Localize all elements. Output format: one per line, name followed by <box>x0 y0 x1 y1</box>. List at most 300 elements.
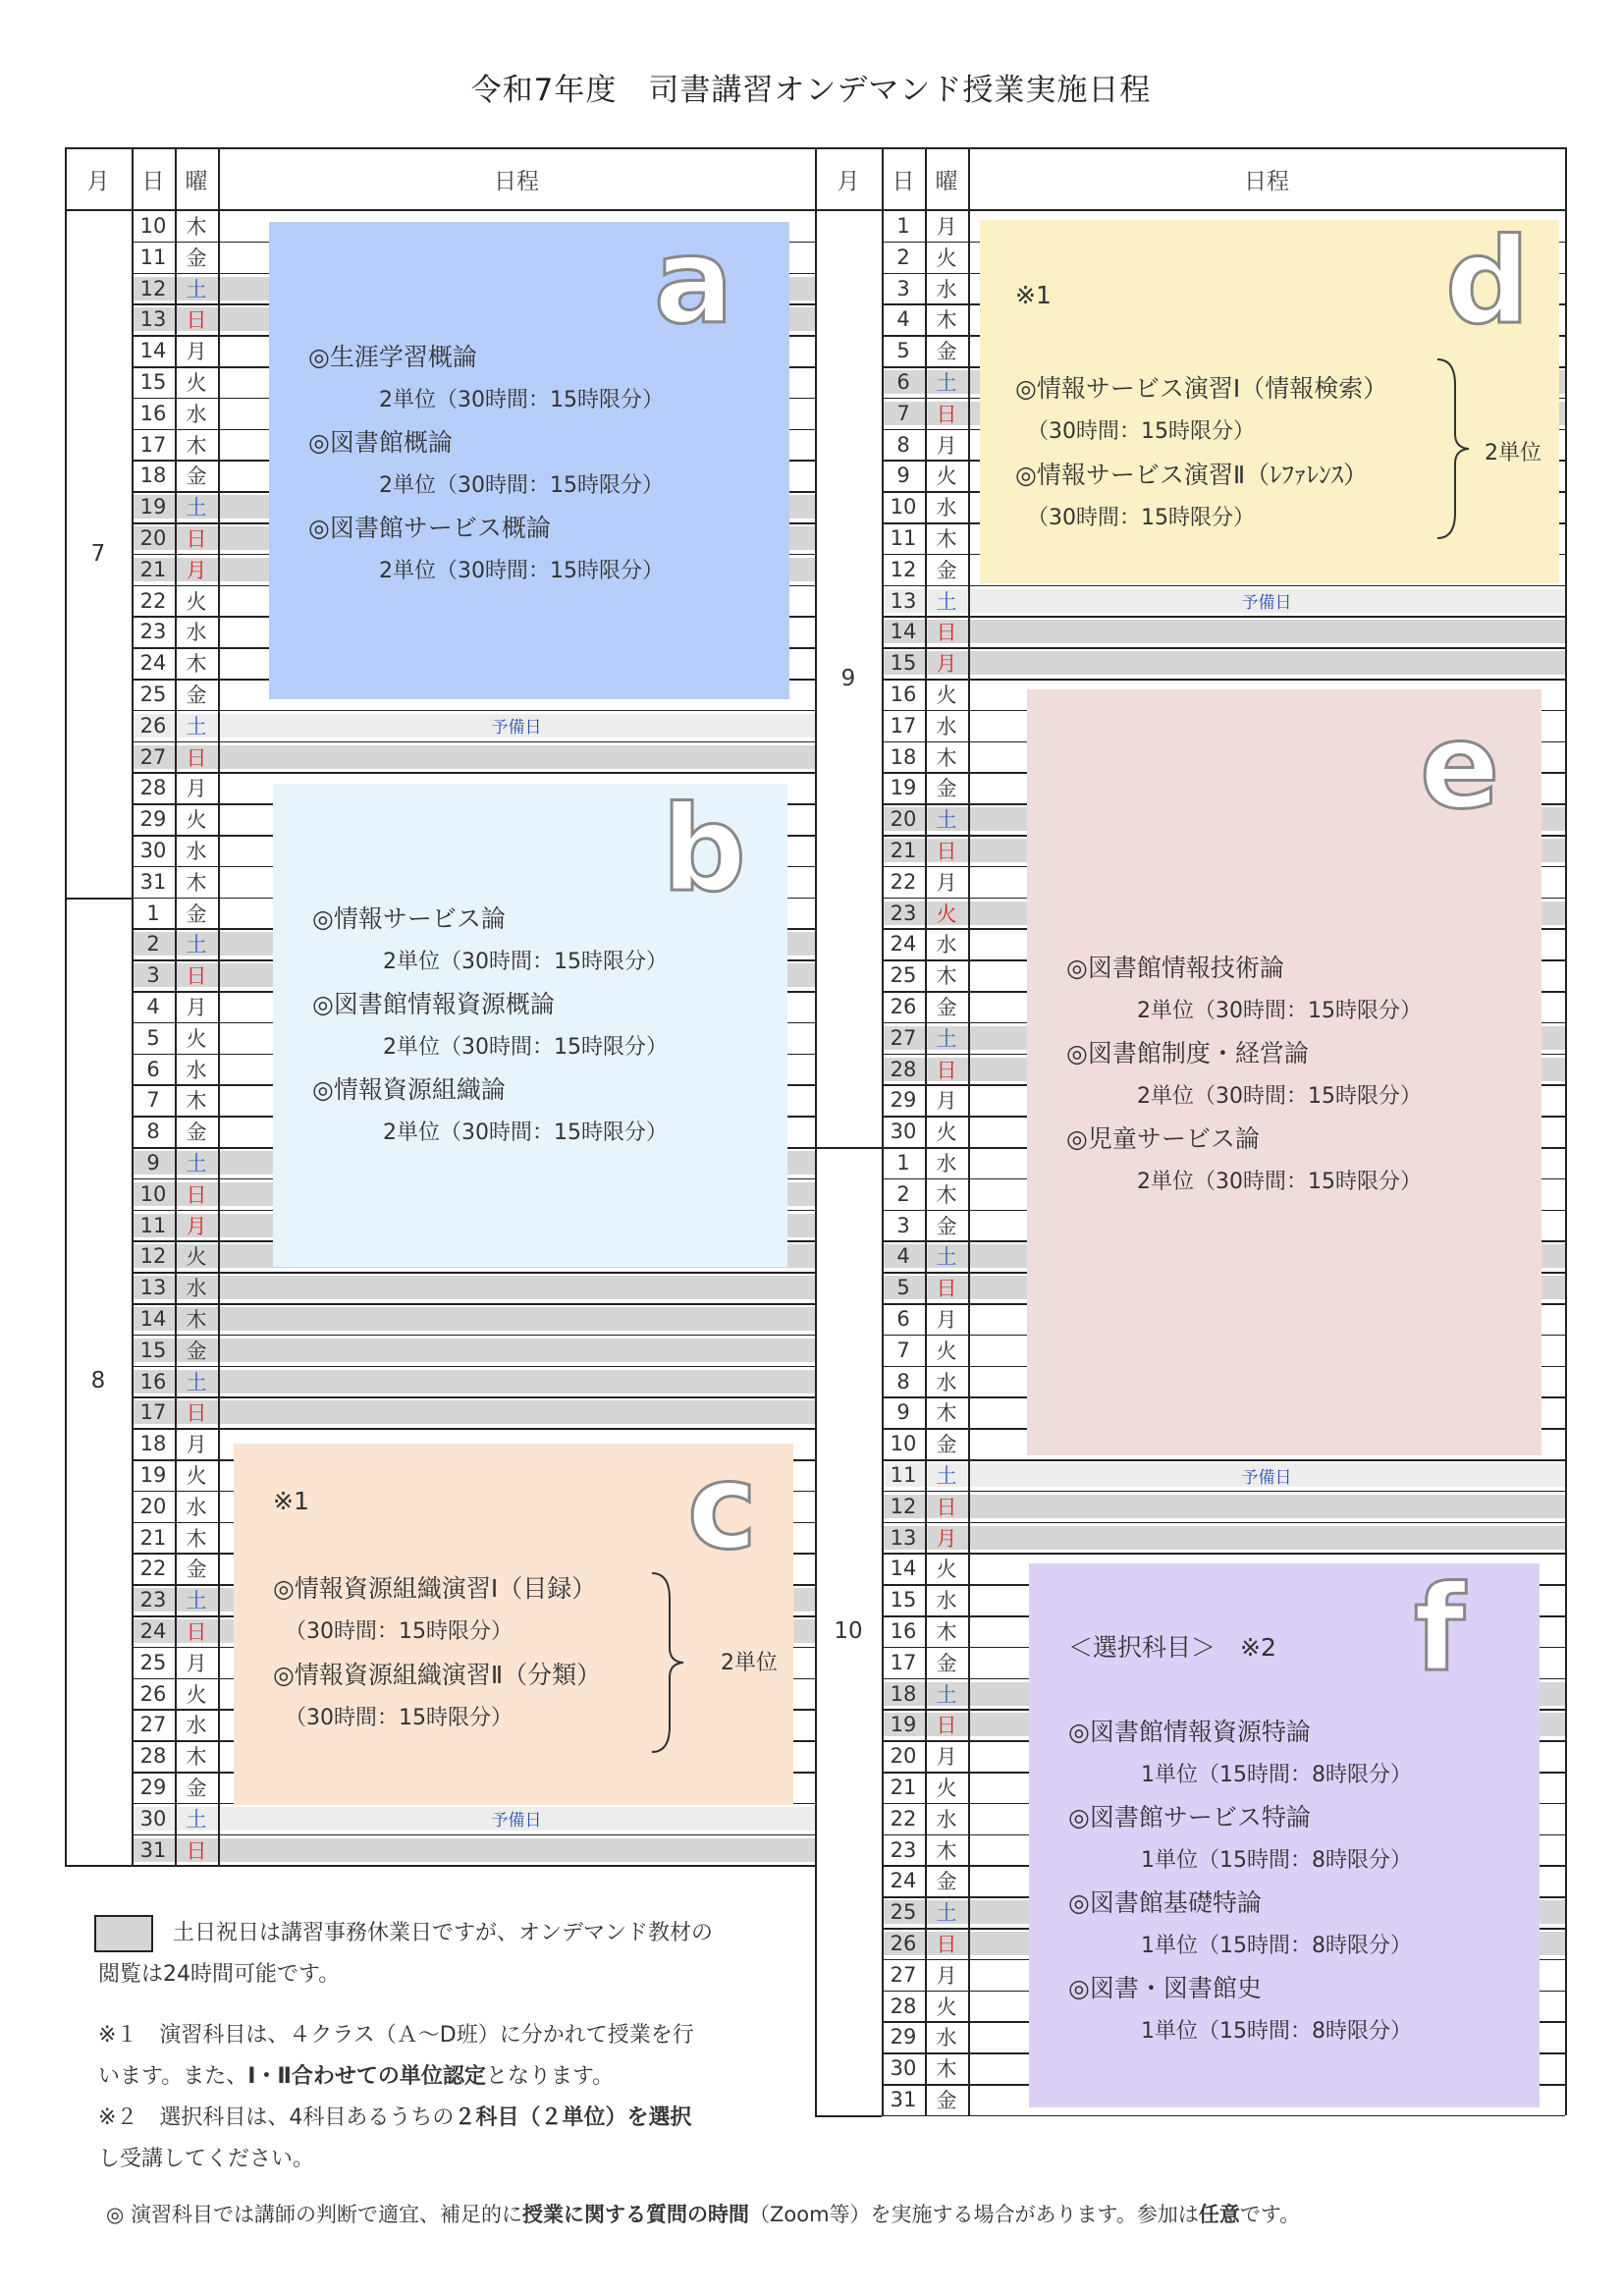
course-units: 2単位（30時間：15時限分） <box>383 1121 668 1145</box>
calendar-row <box>132 741 815 773</box>
day-number: 29 <box>890 2025 917 2050</box>
exercise-mark: ※1 <box>273 1487 309 1515</box>
day-of-week: 火 <box>936 1339 957 1363</box>
day-of-week: 日 <box>186 1838 207 1863</box>
row-shade <box>132 745 815 769</box>
day-of-week: 土 <box>186 496 207 520</box>
row-shade <box>882 1526 1565 1550</box>
day-number: 6 <box>896 370 910 394</box>
block-letter: c <box>687 1440 758 1576</box>
day-of-week: 金 <box>186 246 207 270</box>
day-of-week: 木 <box>186 1308 207 1332</box>
day-number: 31 <box>139 869 167 894</box>
reserve-day-label: 予備日 <box>491 1811 542 1831</box>
course-units: 2単位（30時間：15時限分） <box>383 950 668 974</box>
day-number: 1 <box>146 901 160 925</box>
day-number: 8 <box>146 1120 160 1144</box>
day-number: 21 <box>890 1776 917 1799</box>
day-number: 18 <box>890 744 917 769</box>
day-number: 3 <box>896 276 910 301</box>
course-block-e <box>1027 689 1541 1455</box>
day-number: 4 <box>896 307 910 332</box>
header-schedule-right: 日程 <box>1244 168 1289 194</box>
day-number: 5 <box>896 1276 910 1300</box>
day-number: 13 <box>139 307 167 332</box>
day-of-week: 水 <box>186 402 207 426</box>
header-month-right: 月 <box>837 168 860 194</box>
day-of-week: 日 <box>186 745 207 770</box>
course-units: 2単位（30時間：15時限分） <box>1137 999 1422 1023</box>
day-of-week: 木 <box>936 1182 957 1207</box>
month-divider <box>815 2115 882 2117</box>
row-shade <box>132 1276 815 1299</box>
course-name: ◎図書館サービス概論 <box>308 514 551 542</box>
day-number: 28 <box>890 1057 917 1081</box>
day-of-week: 水 <box>936 1152 957 1175</box>
day-of-week: 木 <box>186 1745 207 1770</box>
day-number: 26 <box>139 1681 167 1706</box>
day-number: 25 <box>890 963 917 988</box>
day-of-week: 月 <box>186 777 207 801</box>
course-block-d <box>980 214 1559 583</box>
day-number: 12 <box>139 1244 167 1269</box>
day-of-week: 月 <box>936 215 957 239</box>
day-number: 13 <box>890 588 917 613</box>
day-of-week: 水 <box>186 1058 207 1082</box>
course-units: 2単位（30時間：15時限分） <box>379 388 664 412</box>
day-number: 7 <box>146 1088 160 1113</box>
day-number: 24 <box>890 1869 917 1893</box>
day-of-week: 月 <box>936 1745 957 1770</box>
day-number: 22 <box>890 1806 917 1831</box>
month-label: 8 <box>90 1368 106 1394</box>
day-of-week: 金 <box>186 1777 207 1800</box>
day-of-week: 火 <box>186 1245 207 1270</box>
day-of-week: 土 <box>936 1026 957 1051</box>
brace-icon <box>1433 355 1473 542</box>
day-of-week: 土 <box>186 1807 207 1831</box>
course-name: ◎図書館情報資源概論 <box>312 990 555 1018</box>
day-of-week: 火 <box>186 1026 207 1051</box>
day-number: 11 <box>890 1463 917 1487</box>
block-letter: a <box>654 214 733 351</box>
day-of-week: 金 <box>936 340 957 364</box>
course-name: ◎図書館制度・経営論 <box>1066 1039 1309 1067</box>
day-number: 7 <box>896 1338 910 1362</box>
center-border <box>815 210 817 2115</box>
course-units: 1単位（15時間：8時限分） <box>1141 1763 1412 1787</box>
day-of-week: 日 <box>186 527 207 551</box>
day-number: 25 <box>139 1650 167 1674</box>
month-divider <box>65 1865 132 1867</box>
brace-icon <box>648 1569 687 1756</box>
reserve-day-label: 予備日 <box>1241 593 1292 614</box>
course-name: ◎生涯学習概論 <box>308 343 477 371</box>
day-number: 17 <box>139 432 167 457</box>
day-number: 21 <box>139 1525 167 1550</box>
day-of-week: 日 <box>186 964 207 989</box>
day-of-week: 金 <box>936 1433 957 1457</box>
calendar-row <box>882 1522 1565 1554</box>
day-number: 2 <box>146 932 160 957</box>
block-letter: f <box>1414 1561 1466 1698</box>
day-of-week: 木 <box>936 745 957 770</box>
course-name: ◎情報資源組織演習Ⅰ（目録） <box>273 1574 597 1603</box>
day-number: 13 <box>139 1276 167 1300</box>
day-of-week: 水 <box>936 2026 957 2050</box>
legend-gray-swatch <box>94 1915 153 1952</box>
row-divider <box>882 2115 1565 2117</box>
day-number: 2 <box>896 1181 910 1206</box>
day-of-week: 火 <box>186 1464 207 1488</box>
day-number: 22 <box>139 1557 167 1581</box>
course-hours: （30時間：15時限分） <box>1027 506 1255 530</box>
day-number: 12 <box>139 276 167 301</box>
note-1: ※１ 演習科目は、４クラス（Ａ～D班）に分かれて授業を行 <box>98 2023 694 2048</box>
day-of-week: 火 <box>936 902 957 926</box>
course-name: ◎児童サービス論 <box>1066 1124 1260 1153</box>
day-of-week: 土 <box>936 589 957 614</box>
day-number: 5 <box>896 339 910 363</box>
column-line <box>1565 147 1567 210</box>
day-of-week: 日 <box>936 1277 957 1301</box>
course-name: ◎情報資源組織論 <box>312 1075 506 1104</box>
day-of-week: 木 <box>186 1089 207 1114</box>
day-of-week: 月 <box>936 870 957 895</box>
day-of-week: 金 <box>936 2089 957 2112</box>
day-of-week: 水 <box>936 714 957 738</box>
day-of-week: 金 <box>936 1214 957 1238</box>
block-letter: e <box>1420 699 1500 836</box>
column-line <box>65 147 67 1865</box>
day-number: 17 <box>890 713 917 738</box>
day-number: 28 <box>139 1744 167 1769</box>
day-of-week: 金 <box>936 558 957 582</box>
day-of-week: 木 <box>186 870 207 895</box>
day-of-week: 土 <box>936 1245 957 1270</box>
day-of-week: 木 <box>936 527 957 551</box>
calendar-row <box>882 647 1565 679</box>
footer-note: ◎ 演習科目では講師の判断で適宜、補足的に授業に関する質問の時間（Zoom等）を実施する場合があります。参加は任意です。 <box>106 2203 1301 2226</box>
calendar-row <box>132 1303 815 1335</box>
day-of-week: 水 <box>186 621 207 645</box>
day-number: 26 <box>890 1932 917 1955</box>
day-of-week: 火 <box>936 1121 957 1145</box>
day-of-week: 土 <box>936 371 957 395</box>
day-number: 10 <box>139 214 167 238</box>
day-number: 17 <box>139 1400 167 1425</box>
day-number: 15 <box>139 370 167 394</box>
day-of-week: 日 <box>936 621 957 645</box>
day-number: 14 <box>890 1557 917 1581</box>
day-number: 30 <box>139 839 167 862</box>
day-of-week: 金 <box>936 1870 957 1894</box>
day-of-week: 火 <box>186 371 207 395</box>
day-of-week: 月 <box>186 558 207 582</box>
day-of-week: 土 <box>186 1152 207 1175</box>
elective-heading: ＜選択科目＞ ※2 <box>1068 1633 1276 1662</box>
day-of-week: 土 <box>936 808 957 833</box>
day-of-week: 日 <box>186 1620 207 1644</box>
day-of-week: 日 <box>186 1182 207 1207</box>
note-2: ※２ 選択科目は、4科目あるうちの２科目（２単位）を選択 <box>98 2105 692 2130</box>
column-line <box>925 147 927 2115</box>
day-number: 5 <box>146 1025 160 1050</box>
course-hours: （30時間：15時限分） <box>285 1619 513 1644</box>
day-number: 10 <box>890 1432 917 1456</box>
day-number: 29 <box>139 1776 167 1799</box>
header-dow-right: 曜 <box>935 168 958 194</box>
course-name: ◎図書館情報資源特論 <box>1068 1718 1311 1746</box>
calendar-row <box>132 1803 815 1834</box>
table-top-border <box>65 147 1567 149</box>
day-of-week: 火 <box>936 1777 957 1800</box>
day-of-week: 金 <box>186 465 207 489</box>
day-number: 10 <box>890 495 917 519</box>
page-title: 令和7年度 司書講習オンデマンド授業実施日程 <box>470 73 1152 108</box>
course-units: 2単位（30時間：15時限分） <box>383 1035 668 1060</box>
day-number: 23 <box>890 901 917 925</box>
day-of-week: 水 <box>936 1807 957 1831</box>
day-number: 30 <box>890 1120 917 1144</box>
day-of-week: 日 <box>936 1714 957 1738</box>
day-number: 9 <box>896 464 910 488</box>
day-number: 12 <box>890 557 917 581</box>
month-label: 7 <box>90 540 106 567</box>
day-number: 16 <box>890 1619 917 1643</box>
day-number: 7 <box>896 401 910 425</box>
day-number: 13 <box>890 1525 917 1550</box>
day-of-week: 水 <box>936 1370 957 1394</box>
day-number: 15 <box>139 1338 167 1362</box>
column-line <box>218 147 220 1865</box>
day-number: 24 <box>139 651 167 676</box>
course-hours: （30時間：15時限分） <box>285 1706 513 1730</box>
month-label: 10 <box>834 1617 863 1644</box>
day-of-week: 土 <box>936 1682 957 1707</box>
day-number: 14 <box>139 339 167 363</box>
day-number: 31 <box>139 1837 167 1862</box>
day-number: 27 <box>139 744 167 769</box>
day-of-week: 金 <box>936 996 957 1019</box>
row-shade <box>132 1339 815 1362</box>
day-of-week: 土 <box>186 1589 207 1613</box>
course-units: 1単位（15時間：8時限分） <box>1141 1848 1412 1873</box>
day-of-week: 月 <box>936 1963 957 1988</box>
reserve-day-label: 予備日 <box>491 718 542 738</box>
day-number: 14 <box>890 620 917 644</box>
day-of-week: 火 <box>936 246 957 270</box>
day-number: 11 <box>139 1213 167 1237</box>
day-number: 6 <box>896 1307 910 1331</box>
day-of-week: 水 <box>936 496 957 520</box>
exercise-mark: ※1 <box>1015 281 1052 309</box>
note-2-line2: し受講してください。 <box>98 2147 315 2171</box>
day-of-week: 土 <box>186 933 207 957</box>
day-number: 16 <box>139 1369 167 1394</box>
calendar-row <box>882 585 1565 617</box>
day-of-week: 火 <box>186 589 207 614</box>
day-of-week: 月 <box>936 1308 957 1332</box>
day-number: 11 <box>890 526 917 550</box>
day-number: 22 <box>139 588 167 613</box>
row-shade <box>132 1400 815 1424</box>
day-of-week: 水 <box>186 840 207 863</box>
credit-units: 2単位 <box>1485 441 1541 465</box>
day-number: 9 <box>896 1400 910 1425</box>
day-of-week: 水 <box>936 277 957 301</box>
table-right-border <box>1565 210 1567 2115</box>
day-number: 19 <box>890 776 917 800</box>
legend-text-2: 閲覧は24時間可能です。 <box>98 1962 341 1987</box>
day-of-week: 水 <box>936 933 957 957</box>
day-number: 20 <box>890 1744 917 1769</box>
day-number: 2 <box>896 245 910 269</box>
day-number: 30 <box>139 1806 167 1831</box>
day-of-week: 火 <box>936 465 957 489</box>
day-of-week: 金 <box>186 902 207 926</box>
day-number: 18 <box>890 1681 917 1706</box>
day-number: 29 <box>890 1088 917 1113</box>
day-number: 21 <box>139 557 167 581</box>
day-number: 23 <box>139 1588 167 1613</box>
day-number: 28 <box>890 1994 917 2018</box>
row-divider <box>132 1865 815 1867</box>
day-number: 11 <box>139 245 167 269</box>
day-number: 23 <box>139 620 167 644</box>
course-units: 2単位（30時間：15時限分） <box>1137 1084 1422 1109</box>
day-number: 29 <box>139 807 167 832</box>
day-number: 22 <box>890 869 917 894</box>
column-line <box>968 147 970 2115</box>
day-number: 19 <box>139 1463 167 1487</box>
day-number: 8 <box>896 432 910 457</box>
day-number: 26 <box>890 995 917 1018</box>
credit-units: 2単位 <box>721 1651 778 1675</box>
course-hours: （30時間：15時限分） <box>1027 419 1255 444</box>
row-shade <box>132 1307 815 1331</box>
course-block-c <box>234 1440 793 1805</box>
day-of-week: 月 <box>936 1089 957 1114</box>
day-of-week: 木 <box>936 1620 957 1644</box>
day-number: 17 <box>890 1650 917 1674</box>
day-number: 1 <box>896 1151 910 1175</box>
header-month: 月 <box>86 168 110 194</box>
day-number: 1 <box>896 214 910 238</box>
day-of-week: 金 <box>186 683 207 707</box>
course-name: ◎図書館サービス特論 <box>1068 1803 1311 1831</box>
column-line <box>175 147 177 1865</box>
course-block-a <box>269 214 789 699</box>
day-number: 4 <box>146 995 160 1018</box>
row-shade <box>882 1495 1565 1518</box>
day-of-week: 木 <box>936 964 957 989</box>
day-of-week: 木 <box>936 1838 957 1863</box>
day-number: 8 <box>896 1369 910 1394</box>
day-number: 24 <box>890 932 917 957</box>
month-label: 9 <box>840 666 856 691</box>
course-units: 1単位（15時間：8時限分） <box>1141 1934 1412 1958</box>
day-of-week: 土 <box>936 1901 957 1926</box>
day-number: 25 <box>139 683 167 706</box>
day-of-week: 水 <box>186 1495 207 1519</box>
day-of-week: 水 <box>186 1277 207 1301</box>
day-of-week: 金 <box>186 1339 207 1363</box>
day-number: 25 <box>890 1900 917 1925</box>
row-shade <box>132 1838 815 1862</box>
day-of-week: 火 <box>186 808 207 833</box>
block-letter: d <box>1445 214 1530 351</box>
day-number: 12 <box>890 1494 917 1518</box>
day-of-week: 木 <box>936 1401 957 1426</box>
day-number: 6 <box>146 1057 160 1081</box>
course-name: ◎情報資源組織演習Ⅱ（分類） <box>273 1661 602 1689</box>
day-number: 10 <box>139 1181 167 1206</box>
row-shade <box>882 651 1565 675</box>
day-number: 24 <box>139 1619 167 1643</box>
day-number: 27 <box>890 1962 917 1987</box>
day-of-week: 火 <box>936 1995 957 2019</box>
day-of-week: 水 <box>936 1589 957 1613</box>
day-number: 15 <box>890 651 917 676</box>
day-of-week: 火 <box>936 1558 957 1582</box>
day-number: 21 <box>890 839 917 862</box>
day-number: 23 <box>890 1837 917 1862</box>
day-number: 20 <box>139 1494 167 1518</box>
day-of-week: 日 <box>936 1933 957 1956</box>
course-units: 2単位（30時間：15時限分） <box>1137 1170 1422 1194</box>
day-of-week: 日 <box>936 840 957 863</box>
day-number: 3 <box>896 1213 910 1237</box>
course-name: ◎図書館情報技術論 <box>1066 954 1284 982</box>
day-of-week: 月 <box>186 1214 207 1238</box>
day-of-week: 水 <box>186 1714 207 1738</box>
day-number: 27 <box>139 1713 167 1737</box>
day-of-week: 月 <box>936 433 957 458</box>
header-schedule: 日程 <box>494 168 539 194</box>
day-of-week: 日 <box>936 1058 957 1082</box>
reserve-day-label: 予備日 <box>1241 1467 1292 1488</box>
day-number: 20 <box>139 526 167 550</box>
course-name: ◎情報サービス演習Ⅱ（ﾚﾌｧﾚﾝｽ） <box>1015 461 1369 489</box>
day-number: 19 <box>890 1713 917 1737</box>
day-of-week: 木 <box>186 652 207 677</box>
column-line <box>882 147 884 2115</box>
day-number: 14 <box>139 1307 167 1331</box>
day-number: 16 <box>890 683 917 706</box>
day-of-week: 金 <box>186 1558 207 1582</box>
course-units: 1単位（15時間：8時限分） <box>1141 2019 1412 2044</box>
day-of-week: 月 <box>936 1526 957 1551</box>
day-of-week: 火 <box>936 683 957 707</box>
course-block-b <box>273 784 787 1267</box>
course-units: 2単位（30時間：15時限分） <box>379 473 664 498</box>
calendar-row <box>882 616 1565 647</box>
course-name: ◎図書・図書館史 <box>1068 1974 1262 2002</box>
day-of-week: 月 <box>186 340 207 364</box>
header-dow: 曜 <box>185 168 208 194</box>
course-block-f <box>1029 1563 1540 2107</box>
day-of-week: 金 <box>186 1121 207 1145</box>
day-number: 27 <box>890 1025 917 1050</box>
course-name: ◎情報サービス論 <box>312 904 506 933</box>
course-name: ◎図書館概論 <box>308 428 453 457</box>
day-of-week: 木 <box>186 433 207 458</box>
day-number: 3 <box>146 963 160 988</box>
header-day-right: 日 <box>892 168 915 194</box>
course-name: ◎図書館基礎特論 <box>1068 1888 1262 1917</box>
day-of-week: 金 <box>936 777 957 801</box>
